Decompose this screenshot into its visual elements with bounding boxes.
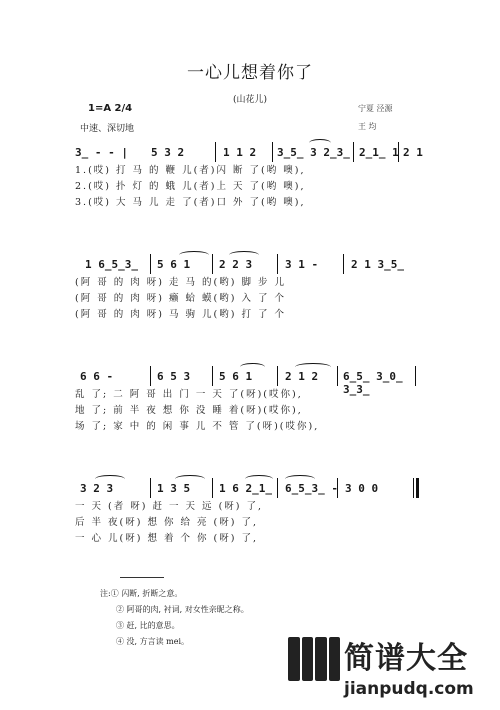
bar-line	[212, 478, 213, 498]
measure: 1 1 2	[223, 146, 257, 159]
lyric-verse-2: 地 了; 前 半 夜 想 你 没 睡 着(呀)(哎你),	[75, 405, 303, 416]
final-bar-line	[413, 478, 419, 498]
footnote-3: ③ 赶, 比的意思。	[116, 621, 180, 630]
lyric-verse-1: 乱 了; 二 阿 哥 出 门 一 天 了(呀)(哎你),	[75, 389, 303, 400]
tie	[240, 363, 265, 371]
bar-line	[272, 142, 273, 162]
bar-line	[415, 366, 416, 386]
measure: 1 6̲5̲3̲	[85, 258, 138, 271]
logo-url: jianpudq.com	[344, 679, 474, 699]
score-system-3	[75, 366, 425, 434]
lyric-verse-1: 1.(哎) 打 马 的 鞭 儿(者)闪 断 了(哟 噢),	[75, 165, 306, 176]
score-system-1	[75, 142, 425, 210]
measure: 6 6 -	[80, 370, 114, 383]
lyric-verse-1: (阿 哥 的 肉 呀) 走 马 的(哟) 脚 步 儿	[75, 277, 287, 288]
logo-name: 简谱大全	[344, 641, 468, 676]
notation-line	[75, 254, 425, 274]
slur	[309, 139, 331, 147]
measure: 3̲5̲ 3 2̲3̲	[277, 146, 350, 159]
footnote-1: 注:① 闪断, 折断之意。	[100, 589, 183, 598]
bar-line	[150, 254, 151, 274]
measure: 6̲5̲ 3̲0̲ 3̲3̲	[343, 370, 403, 396]
bar-line	[150, 366, 151, 386]
bar-line	[212, 366, 213, 386]
measure: 3 1 -	[285, 258, 319, 271]
bar-line	[212, 254, 213, 274]
measure: 5 6 1	[219, 370, 253, 383]
credit-origin: 宁夏 泾源	[358, 104, 393, 113]
lyric-verse-2: (阿 哥 的 肉 呀) 癞 蛤 蟆(哟) 入 了 个	[75, 293, 287, 304]
bar-line	[337, 478, 338, 498]
footnote-4: ④ 没, 方言读 mei。	[116, 637, 190, 646]
measure: 6 5 3	[157, 370, 191, 383]
bar-line	[215, 142, 216, 162]
tie	[229, 251, 259, 259]
lyric-verse-3: 一 心 儿(呀) 想 着 个 你 (呀) 了,	[75, 533, 259, 544]
bar-line	[353, 142, 354, 162]
footnote-2: ② 阿哥的肉, 衬词, 对女性亲昵之称。	[116, 605, 249, 614]
notation-line	[75, 142, 425, 162]
measure: 2̲1̲ 1	[359, 146, 399, 159]
key-signature: 1=A 2/4	[88, 103, 133, 114]
measure: 2 1 2	[285, 370, 319, 383]
measure: 2 1 3̲5̲	[351, 258, 404, 271]
credit-collector: 王 均	[358, 122, 377, 131]
measure: 3 0 0	[345, 482, 379, 495]
site-logo	[288, 633, 498, 710]
bar-line	[277, 478, 278, 498]
lyric-verse-3: 3.(哎) 大 马 儿 走 了(者)口 外 了(哟 噢),	[75, 197, 306, 208]
lyric-verse-1: 一 天 (者 呀) 赶 一 天 远 (呀) 了,	[75, 501, 264, 512]
measure: 1 6 2̲1̲	[219, 482, 272, 495]
measure: 5 3 2	[151, 146, 185, 159]
slur	[95, 475, 125, 483]
song-subtitle: (山花儿)	[232, 95, 268, 105]
tempo-marking: 中速、深切地	[80, 124, 135, 134]
lyric-verse-3: 场 了; 家 中 的 闲 事 儿 不 管 了(呀)(哎你),	[75, 421, 320, 432]
song-title: 一心儿想着你了	[187, 63, 313, 83]
measure: 6̲5̲3̲ -	[285, 482, 338, 495]
measure: 5 6 1	[157, 258, 191, 271]
bar-line	[343, 254, 344, 274]
tie	[179, 251, 209, 259]
footnote-rule	[120, 577, 164, 578]
lyric-verse-3: (阿 哥 的 肉 呀) 马 驹 儿(哟) 打 了 个	[75, 309, 287, 320]
notation-line	[75, 478, 425, 498]
piano-keys-icon	[288, 637, 340, 681]
score-system-4	[75, 478, 425, 546]
slur	[175, 475, 205, 483]
bar-line	[150, 478, 151, 498]
bar-line	[277, 366, 278, 386]
measure: 1 3 5	[157, 482, 191, 495]
slur	[245, 475, 273, 483]
measure: 2 1	[403, 146, 423, 159]
measure: 3̲ - - |	[75, 146, 128, 159]
measure: 2 2 3	[219, 258, 253, 271]
bar-line	[277, 254, 278, 274]
slur	[285, 475, 315, 483]
lyric-verse-2: 后 半 夜(呀) 想 你 给 亮 (呀) 了,	[75, 517, 259, 528]
bar-line	[337, 366, 338, 386]
slur	[295, 363, 331, 371]
score-system-2	[75, 254, 425, 322]
measure: 3 2 3	[80, 482, 114, 495]
bar-line	[398, 142, 399, 162]
lyric-verse-2: 2.(哎) 扑 灯 的 蛾 儿(者)上 天 了(哟 噢),	[75, 181, 306, 192]
